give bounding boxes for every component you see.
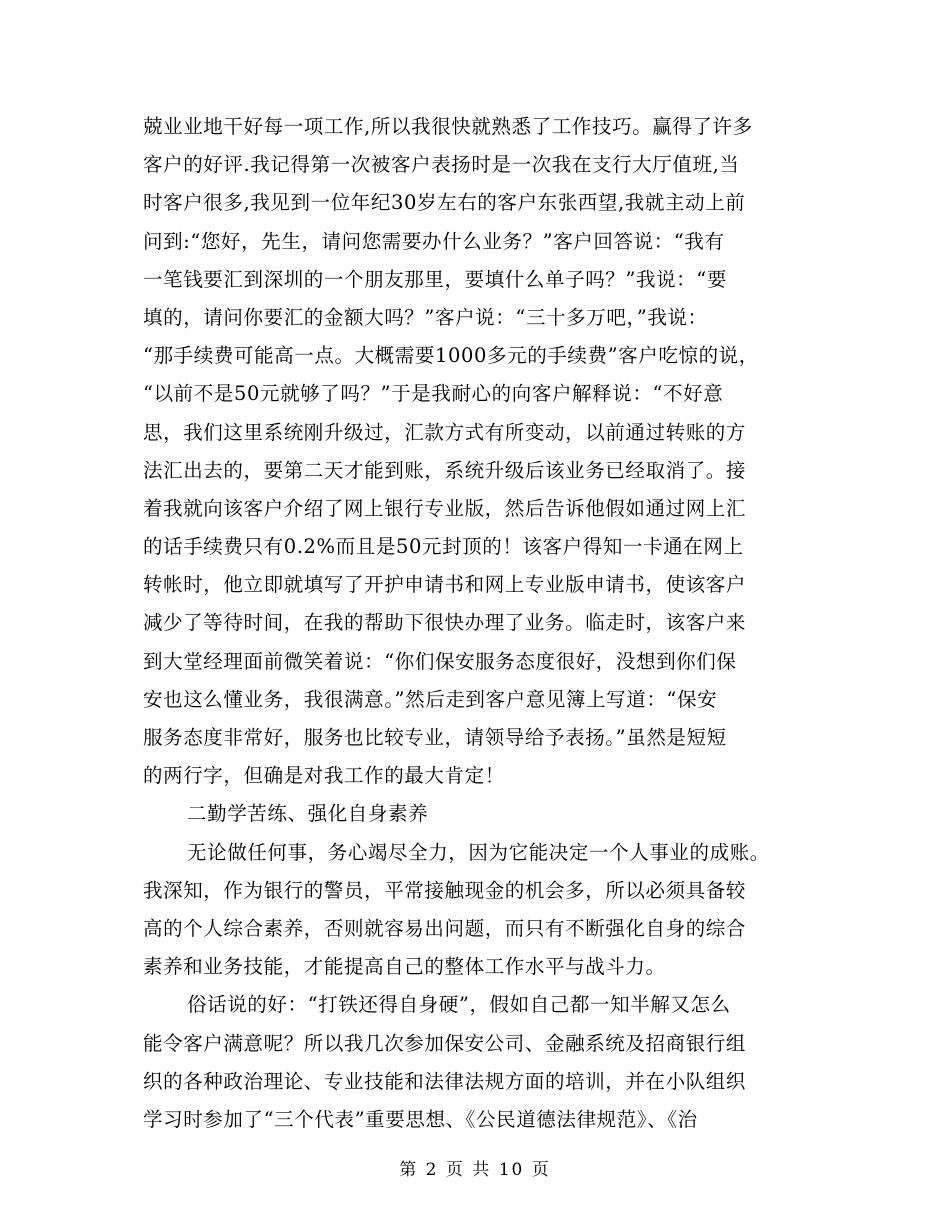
text-line: 法汇出去的，要第二天才能到账，系统升级后该业务已经取消了。接 — [143, 458, 747, 482]
section-heading: 二勤学苦练、强化自身素养 — [187, 802, 429, 826]
text-line: 安也这么懂业务，我很满意。”然后走到客户意见簿上写道：“保安 — [143, 687, 718, 711]
text-line: 问到:“您好，先生，请问您需要办什么业务？”客户回答说：“我有 — [143, 229, 725, 253]
body-text — [143, 108, 808, 1139]
text-line: 我深知，作为银行的警员，平常接触现金的机会多，所以必须具备较 — [143, 878, 747, 902]
text-line: “以前不是50元就够了吗？”于是我耐心的向客户解释说：“不好意 — [143, 382, 724, 406]
text-line: 到大堂经理面前微笑着说：“你们保安服务态度很好，没想到你们保 — [143, 649, 737, 673]
text-line: 能令客户满意呢？所以我几次参加保安公司、金融系统及招商银行组 — [143, 1031, 747, 1055]
text-line: 俗话说的好：“打铁还得自身硬”，假如自己都一知半解又怎么 — [187, 993, 731, 1017]
page-footer: 第 2 页 共 10 页 — [399, 1160, 551, 1180]
text-line: 着我就向该客户介绍了网上银行专业版，然后告诉他假如通过网上汇 — [143, 496, 747, 520]
text-line: 高的个人综合素养，否则就容易出问题，而只有不断强化自身的综合 — [143, 916, 747, 940]
text-line: 客户的好评.我记得第一次被客户表扬时是一次我在支行大厅值班,当 — [143, 153, 740, 177]
text-line: 兢业业地干好每一项工作,所以我很快就熟悉了工作技巧。赢得了许多 — [143, 115, 753, 138]
text-line: 思，我们这里系统刚升级过，汇款方式有所变动，以前通过转账的方 — [143, 420, 747, 444]
text-line: 学习时参加了“三个代表”重要思想、《公民道德法律规范》、《治 — [143, 1107, 698, 1131]
text-line: 时客户很多,我见到一位年纪30岁左右的客户东张西望,我就主动上前 — [143, 191, 746, 215]
text-line: 的两行字，但确是对我工作的最大肯定！ — [143, 764, 505, 788]
text-line: 素养和业务技能，才能提高自己的整体工作水平与战斗力。 — [143, 955, 666, 979]
text-line: 减少了等待时间，在我的帮助下很快办理了业务。临走时，该客户来 — [143, 611, 747, 635]
text-line: 的话手续费只有0.2%而且是50元封顶的！该客户得知一卡通在网上 — [143, 535, 744, 559]
text-line: 一笔钱要汇到深圳的一个朋友那里，要填什么单子吗？”我说：“要 — [143, 267, 727, 291]
text-line: “那手续费可能高一点。大概需要1000多元的手续费”客户吃惊的说， — [143, 344, 759, 368]
text-line: 无论做任何事，务心竭尽全力，因为它能决定一个人事业的成账。 — [187, 840, 770, 864]
text-line: 转帐时，他立即就填写了开护申请书和网上专业版申请书，使该客户 — [143, 573, 747, 597]
text-line: 服务态度非常好，服务也比较专业，请领导给予表扬。”虽然是短短 — [143, 726, 727, 749]
text-line: 织的各种政治理论、专业技能和法律法规方面的培训，并在小队组织 — [143, 1069, 747, 1093]
text-line: 填的，请问你要汇的金额大吗？”客户说：“三十多万吧，”我说： — [143, 305, 708, 329]
